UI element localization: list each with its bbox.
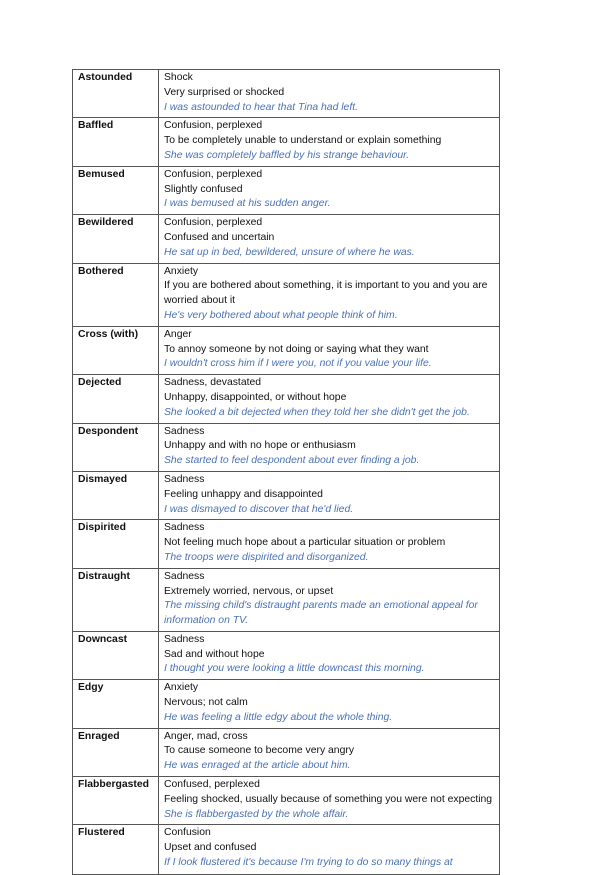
word-cell bbox=[73, 471, 159, 519]
table-row bbox=[73, 375, 500, 423]
emotion-category: Sadness bbox=[164, 633, 205, 645]
vocabulary-table-body bbox=[73, 70, 500, 875]
word-cell bbox=[73, 118, 159, 166]
definition-cell bbox=[159, 777, 500, 825]
emotion-category: Confusion, perplexed bbox=[164, 217, 263, 229]
emotion-category: Shock bbox=[164, 72, 193, 83]
emotion-category: Sadness bbox=[164, 473, 205, 485]
table-row bbox=[73, 631, 500, 679]
example-sentence: He sat up in bed, bewildered, unsure of where he was. bbox=[164, 246, 415, 258]
word-term: Flustered bbox=[78, 827, 125, 839]
definition-text: Not feeling much hope about a particular situation or problem bbox=[164, 537, 446, 549]
word-cell bbox=[73, 70, 159, 118]
example-sentence: I was dismayed to discover that he'd lied. bbox=[164, 503, 354, 515]
word-term: Distraught bbox=[78, 570, 130, 582]
definition-cell bbox=[159, 680, 500, 728]
definition-text: Unhappy and with no hope or enthusiasm bbox=[164, 440, 356, 452]
word-cell bbox=[73, 375, 159, 423]
table-row bbox=[73, 728, 500, 776]
word-cell bbox=[73, 777, 159, 825]
word-term: Despondent bbox=[78, 425, 139, 437]
emotion-category: Sadness bbox=[164, 570, 205, 582]
example-sentence: She started to feel despondent about ever finding a job. bbox=[164, 455, 420, 467]
definition-cell bbox=[159, 215, 500, 263]
definition-cell bbox=[159, 728, 500, 776]
table-row bbox=[73, 777, 500, 825]
word-term: Downcast bbox=[78, 633, 128, 645]
word-cell bbox=[73, 520, 159, 568]
table-row bbox=[73, 825, 500, 875]
example-sentence: The missing child's distraught parents made an emotional appeal for information on TV. bbox=[164, 600, 478, 627]
table-row bbox=[73, 680, 500, 728]
vocabulary-sheet bbox=[72, 69, 500, 875]
word-cell bbox=[73, 680, 159, 728]
word-term: Flabbergasted bbox=[78, 779, 150, 791]
definition-text: Feeling unhappy and disappointed bbox=[164, 488, 323, 500]
definition-text: Nervous; not calm bbox=[164, 697, 248, 709]
word-cell bbox=[73, 568, 159, 631]
example-sentence: He's very bothered about what people think of him. bbox=[164, 309, 398, 321]
definition-text: To cause someone to become very angry bbox=[164, 745, 355, 757]
table-row bbox=[73, 471, 500, 519]
emotion-category: Confused, perplexed bbox=[164, 779, 260, 791]
emotion-category: Anger bbox=[164, 328, 192, 340]
definition-cell bbox=[159, 263, 500, 326]
definition-cell bbox=[159, 825, 500, 875]
table-row bbox=[73, 568, 500, 631]
definition-cell bbox=[159, 568, 500, 631]
emotion-category: Anxiety bbox=[164, 265, 199, 277]
example-sentence: If I look flustered it's because I'm trying to do so many things at bbox=[164, 857, 453, 869]
word-term: Astounded bbox=[78, 72, 133, 83]
example-sentence: I was bemused at his sudden anger. bbox=[164, 198, 331, 210]
definition-cell bbox=[159, 118, 500, 166]
vocabulary-table bbox=[72, 69, 500, 875]
definition-text: Upset and confused bbox=[164, 842, 257, 854]
word-term: Dejected bbox=[78, 377, 122, 389]
example-sentence: She is flabbergasted by the whole affair. bbox=[164, 808, 349, 820]
word-cell bbox=[73, 326, 159, 374]
definition-text: To be completely unable to understand or explain something bbox=[164, 135, 442, 147]
definition-cell bbox=[159, 326, 500, 374]
word-term: Edgy bbox=[78, 682, 104, 694]
word-cell bbox=[73, 631, 159, 679]
word-term: Dispirited bbox=[78, 522, 126, 534]
definition-text: If you are bothered about something, it is important to you and you are worried about it bbox=[164, 280, 488, 307]
table-row bbox=[73, 263, 500, 326]
word-term: Cross (with) bbox=[78, 328, 139, 340]
definition-text: Sad and without hope bbox=[164, 648, 265, 660]
example-sentence: He was feeling a little edgy about the whole thing. bbox=[164, 711, 393, 723]
emotion-category: Sadness, devastated bbox=[164, 377, 262, 389]
example-sentence: The troops were dispirited and disorganized. bbox=[164, 551, 369, 563]
table-row bbox=[73, 520, 500, 568]
definition-text: Feeling shocked, usually because of something you were not expecting bbox=[164, 793, 493, 805]
example-sentence: He was enraged at the article about him. bbox=[164, 760, 351, 772]
emotion-category: Confusion, perplexed bbox=[164, 120, 263, 132]
example-sentence: I was astounded to hear that Tina had left. bbox=[164, 101, 358, 113]
table-row bbox=[73, 215, 500, 263]
word-term: Bemused bbox=[78, 168, 125, 180]
emotion-category: Sadness bbox=[164, 425, 205, 437]
example-sentence: She looked a bit dejected when they told her she didn't get the job. bbox=[164, 406, 470, 418]
word-term: Enraged bbox=[78, 730, 120, 742]
table-row bbox=[73, 326, 500, 374]
definition-cell bbox=[159, 70, 500, 118]
definition-text: Confused and uncertain bbox=[164, 231, 275, 243]
definition-text: Very surprised or shocked bbox=[164, 86, 285, 98]
emotion-category: Anger, mad, cross bbox=[164, 730, 248, 742]
definition-text: Extremely worried, nervous, or upset bbox=[164, 585, 334, 597]
word-term: Bothered bbox=[78, 265, 124, 277]
word-cell bbox=[73, 423, 159, 471]
emotion-category: Confusion, perplexed bbox=[164, 168, 263, 180]
definition-text: To annoy someone by not doing or saying what they want bbox=[164, 343, 429, 355]
table-row bbox=[73, 118, 500, 166]
word-term: Baffled bbox=[78, 120, 114, 132]
word-cell bbox=[73, 166, 159, 214]
word-cell bbox=[73, 825, 159, 875]
word-term: Bewildered bbox=[78, 217, 134, 229]
table-row bbox=[73, 166, 500, 214]
word-term: Dismayed bbox=[78, 473, 128, 485]
definition-text: Slightly confused bbox=[164, 183, 243, 195]
definition-cell bbox=[159, 423, 500, 471]
example-sentence: I wouldn't cross him if I were you, not if you value your life. bbox=[164, 358, 432, 370]
table-row bbox=[73, 70, 500, 118]
emotion-category: Sadness bbox=[164, 522, 205, 534]
example-sentence: She was completely baffled by his strange behaviour. bbox=[164, 149, 410, 161]
table-row bbox=[73, 423, 500, 471]
definition-text: Unhappy, disappointed, or without hope bbox=[164, 391, 347, 403]
emotion-category: Confusion bbox=[164, 827, 211, 839]
word-cell bbox=[73, 215, 159, 263]
word-cell bbox=[73, 728, 159, 776]
emotion-category: Anxiety bbox=[164, 682, 199, 694]
word-cell bbox=[73, 263, 159, 326]
definition-cell bbox=[159, 166, 500, 214]
definition-cell bbox=[159, 375, 500, 423]
definition-cell bbox=[159, 520, 500, 568]
definition-cell bbox=[159, 471, 500, 519]
definition-cell bbox=[159, 631, 500, 679]
example-sentence: I thought you were looking a little downcast this morning. bbox=[164, 663, 425, 675]
